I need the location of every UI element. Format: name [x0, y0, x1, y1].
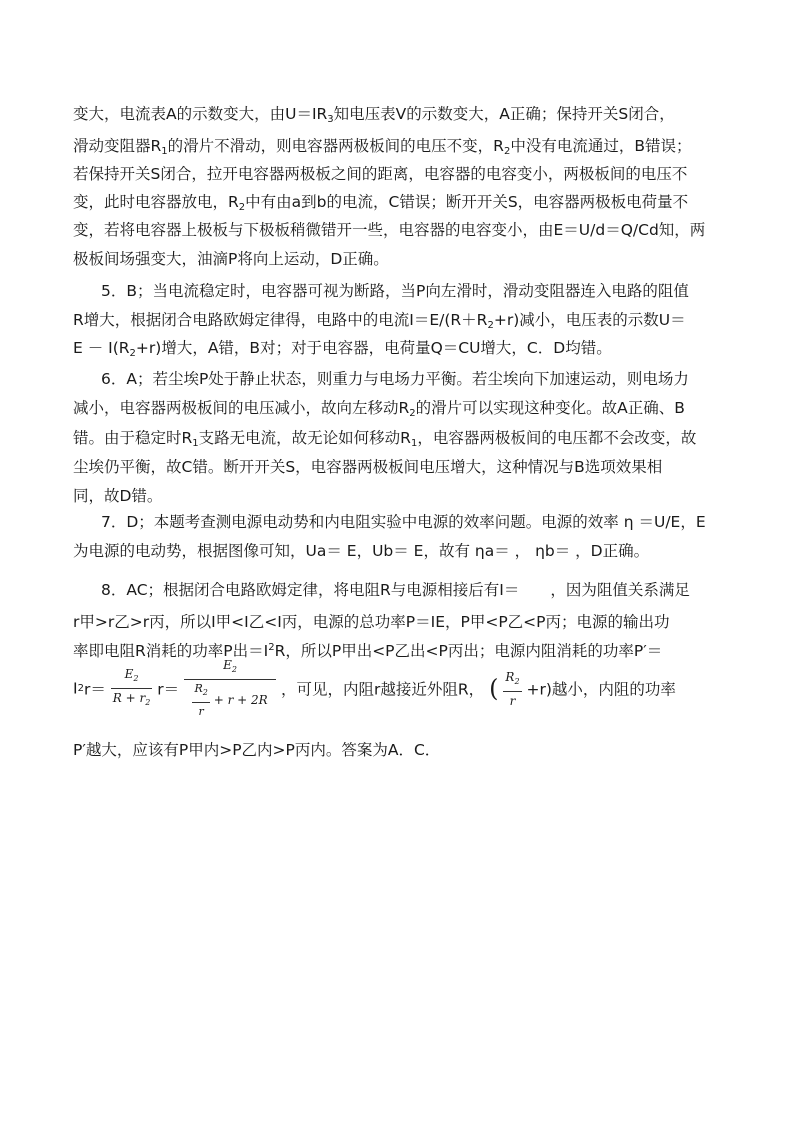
answer-8-line: 8．AC；根据闭合电路欧姆定律，将电阻R与电源相接后有I＝ ，因为阻值关系满足	[101, 581, 690, 599]
answer-8-line: P′越大，应该有P甲内>P乙内>P丙内。答案为A．C．	[73, 741, 441, 759]
answer-5-line: R增大，根据闭合电路欧姆定律得，电路中的电流$I=E/(R+R_2+r)$减小，电压表的示数U＝	[73, 311, 686, 331]
text-line: 变大，电流表A的示数变大，由$U=IR_3$知电压表V的示数变大，A正确；保持开关S闭合，	[73, 105, 675, 125]
fraction: $\frac{R_2}{r}$	[505, 669, 520, 708]
fraction: $E_2$ $\frac{R_2}{r}$ + r + 2R	[184, 658, 276, 719]
text-line: 极板间场强变大，油滴P将向上运动，D正确。	[73, 250, 389, 268]
text-line: 若保持开关S闭合，拉开电容器两极板之间的距离，电容器的电容变小，两极板间的电压不	[73, 165, 688, 183]
fraction: $\frac{E_2}{R + r_2}$	[112, 667, 151, 707]
answer-8-line: r甲>r乙>r丙，所以I甲<I乙<I丙，电源的总功率P＝IE，P甲<P乙<P丙；电源的输出功	[73, 613, 670, 631]
answer-5-line: 5．B；当电流稳定时，电容器可视为断路，当P向左滑时，滑动变阻器连入电路的阻值	[101, 282, 689, 300]
answer-6-line: 尘埃仍平衡，故C错。断开开关S，电容器两极板间电压增大，这种情况与B选项效果相	[73, 458, 663, 476]
answer-6-line: 同，故D错。	[73, 487, 163, 505]
answer-6-line: 错。由于稳定时$R_1$支路无电流，故无论如何移动$R_1$，电容器两极板间的电压都不会改变，故	[73, 429, 697, 449]
answer-6-line: 6．A；若尘埃P处于静止状态，则重力与电场力平衡。若尘埃向下加速运动，则电场力	[101, 370, 689, 388]
fraction: $\frac{R_2}{r}$	[194, 682, 208, 718]
answer-5-line: $E - I(R_2+r)$增大，A错，B对；对于电容器，电荷量Q＝CU增大，C．D均错。	[73, 339, 612, 359]
power-formula: I2r＝ $\frac{E_2}{R + r_2}$ r＝ $E_2$ $\frac{R_2}{r}$ + r + 2R ，可见，内阻r越接近外阻R， ( $\frac{R_2}{r}$ +r)越小，内阻的功率	[73, 658, 676, 718]
answer-7-line: 7．D；本题考查测电源电动势和内电阻实验中电源的效率问题。电源的效率 η ＝U/E，E	[101, 513, 706, 531]
text-line: 滑动变阻器$R_1$的滑片不滑动，则电容器两极板间的电压不变，$R_2$中没有电流通过，B错误；	[73, 137, 692, 157]
answer-8-line: 率即电阻R消耗的功率P出$=I^2R$，所以P甲出<P乙出<P丙出；电源内阻消耗的功率P′＝	[73, 642, 663, 660]
answer-6-line: 减小，电容器两极板间的电压减小，故向左移动$R_2$的滑片可以实现这种变化。故A正确、B	[73, 399, 685, 419]
answer-7-line: 为电源的电动势，根据图像可知，Ua＝ E，Ub＝ E，故有 ηa＝ ， ηb＝ ，D正确。	[73, 542, 650, 560]
text-line: 变，若将电容器上极板与下极板稍微错开一些，电容器的电容变小，由E＝U/d＝Q/Cd知，两	[73, 221, 706, 239]
text-line: 变，此时电容器放电，$R_2$中有由a到b的电流，C错误；断开开关S，电容器两极板电荷量不	[73, 193, 689, 213]
